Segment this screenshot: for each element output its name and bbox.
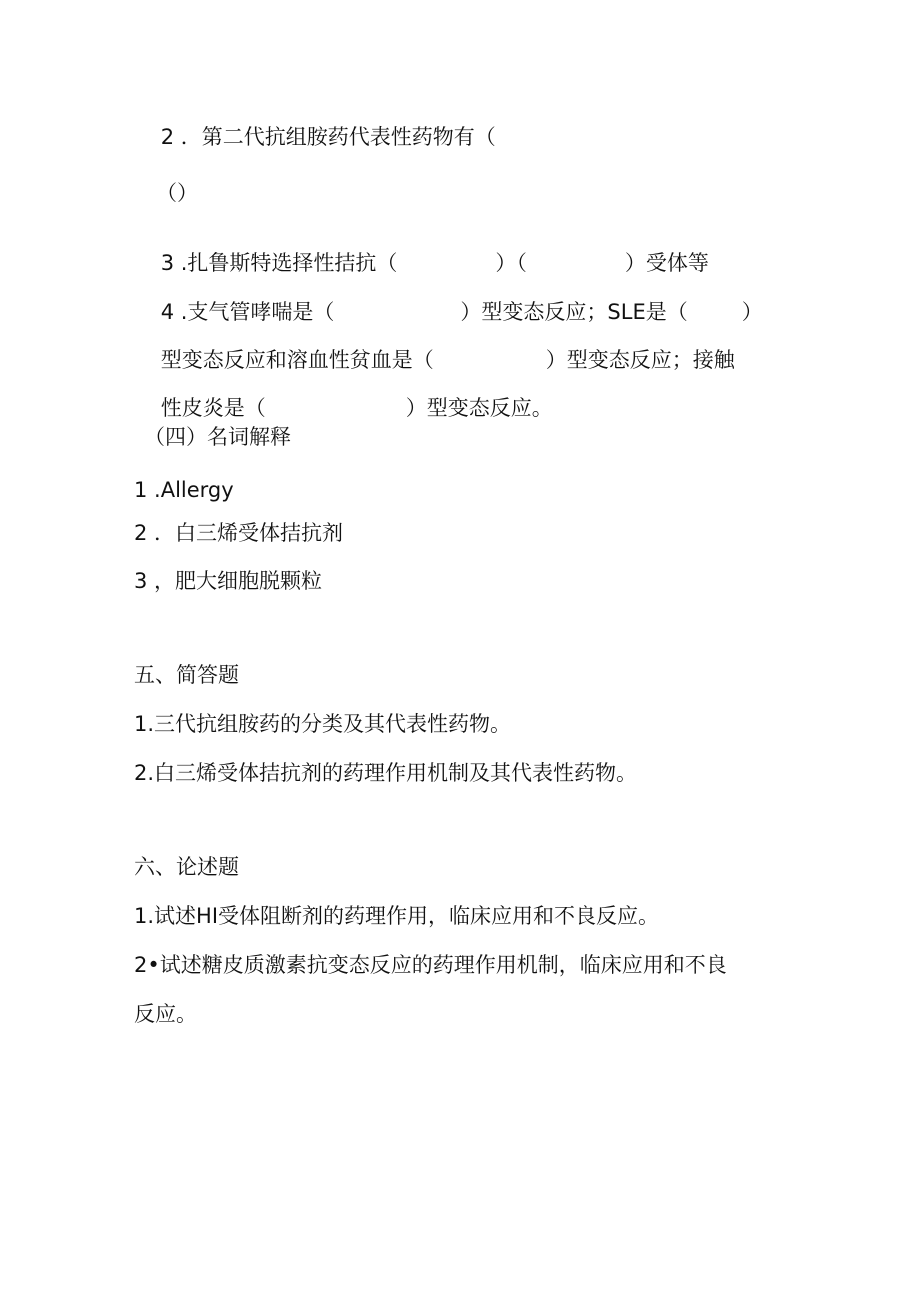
question-3-part1: 3 .扎鲁斯特选择性拮抗（ [160, 251, 398, 275]
question-4-line2-a: 型变态反应和溶血性贫血是（ [160, 348, 434, 372]
short-answer-item-2: 2.白三烯受体拮抗剂的药理作用机制及其代表性药物。 [134, 761, 638, 785]
essay-heading: 六、论述题 [134, 855, 239, 879]
definition-item-2: 2 ．白三烯受体拮抗剂 [134, 521, 344, 545]
question-4-line1-b: ）型变态反应；SLE是（ [460, 300, 688, 324]
question-3-part2: ）（ [495, 251, 527, 275]
question-4-line3-b: ）型变态反应。 [405, 396, 553, 420]
short-answer-heading: 五、简答题 [134, 663, 239, 687]
essay-item-1: 1.试述HI受体阻断剂的药理作用，临床应用和不良反应。 [134, 904, 660, 928]
definition-item-1: 1 .Allergy [134, 478, 234, 502]
question-3-part3: ）受体等 [624, 251, 709, 275]
essay-item-2-line2: 反应。 [134, 1002, 197, 1026]
essay-item-2-line1: 2•试述糖皮质激素抗变态反应的药理作用机制，临床应用和不良 [134, 953, 727, 977]
short-answer-item-1: 1.三代抗组胺药的分类及其代表性药物。 [134, 712, 512, 736]
definition-item-3: 3 ，肥大细胞脱颗粒 [134, 569, 323, 593]
question-2-text: 2 ．第二代抗组胺药代表性药物有（ [160, 125, 496, 149]
question-4-line1-c: ） [741, 300, 763, 324]
question-4-line3-a: 性皮炎是（ [160, 396, 266, 420]
question-4-line2-b: ）型变态反应；接触 [545, 348, 735, 372]
question-2-blank: （） [156, 181, 198, 205]
question-4-line1-a: 4 .支气管哮喘是（ [160, 300, 335, 324]
definitions-heading: （四）名词解释 [144, 425, 291, 449]
question-2 [134, 106, 496, 169]
